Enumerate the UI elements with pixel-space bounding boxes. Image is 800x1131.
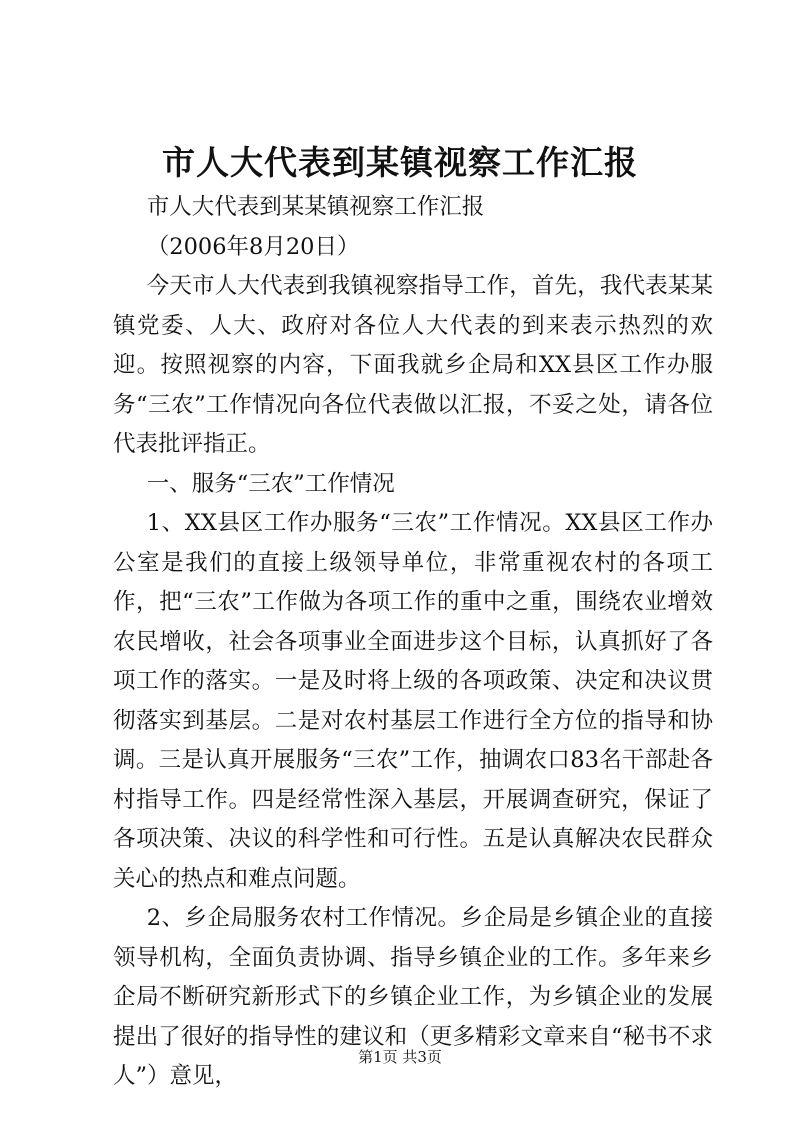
document-body: [113, 188, 713, 1097]
document-title: 市人大代表到某镇视察工作汇报: [162, 143, 638, 182]
paragraph-item-2: 2、乡企局服务农村工作情况。乡企局是乡镇企业的直接领导机构，全面负责协调、指导乡镇企业的工作。多年来乡企局不断研究新形式下的乡镇企业工作，为乡镇企业的发展提出了很好的指导性的建议和（更多精彩文章来自“秘书不求人”）意见，: [113, 905, 713, 1089]
paragraph-intro: 今天市人大代表到我镇视察指导工作，首先，我代表某某镇党委、人大、政府对各位人大代表的到来表示热烈的欢迎。按照视察的内容，下面我就乡企局和XX县区工作办服务“三农”工作情况向各位代表做以汇报，不妥之处，请各位代表批评指正。: [113, 273, 713, 457]
page-footer: 第1页 共3页: [358, 1048, 442, 1066]
paragraph-item-1: 1、XX县区工作办服务“三农”工作情况。XX县区工作办公室是我们的直接上级领导单位，非常重视农村的各项工作，把“三农”工作做为各项工作的重中之重，围绕农业增效农民增收，社会各项事业全面进步这个目标，认真抓好了各项工作的落实。一是及时将上级的各项政策、决定和决议贯彻落实到基层。二是对农村基层工作进行全方位的指导和协调。三是认真开展服务“三农”工作，抽调农口83名干部赴各村指导工作。四是经常性深入基层，开展调查研究，保证了各项决策、决议的科学性和可行性。五是认真解决农民群众关心的热点和难点问题。: [113, 510, 713, 892]
paragraph-date: （2006年8月20日）: [146, 233, 360, 260]
section-heading: 一、服务“三农”工作情况: [146, 470, 395, 497]
paragraph-subtitle: 市人大代表到某某镇视察工作汇报: [146, 194, 485, 220]
